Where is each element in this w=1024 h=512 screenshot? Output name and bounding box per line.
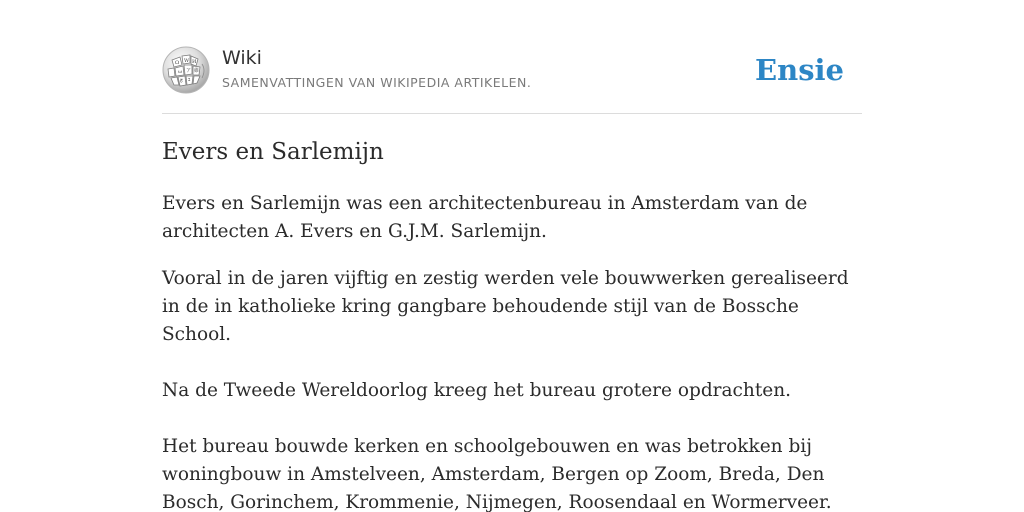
article-paragraph: Na de Tweede Wereldoorlog kreeg het bureau grotere opdrachten. bbox=[162, 380, 792, 401]
article-paragraph: Vooral in de jaren vijftig en zestig werden vele bouwwerken gerealiseerd in de in katholieke kring gangbare behoudende stijl van de Bossche School. bbox=[162, 268, 849, 345]
article-title: Evers en Sarlemijn bbox=[162, 139, 384, 165]
svg-text:ω: ω bbox=[178, 69, 183, 75]
svg-text:ह: ह bbox=[180, 78, 183, 84]
header-divider bbox=[162, 113, 862, 114]
svg-text:維: 維 bbox=[194, 68, 200, 74]
site-name[interactable]: Wiki bbox=[222, 47, 262, 69]
site-tagline: SAMENVATTINGEN VAN WIKIPEDIA ARTIKELEN. bbox=[222, 75, 532, 90]
article bbox=[162, 136, 868, 512]
svg-text:ב: ב bbox=[188, 77, 191, 83]
svg-text:ア: ア bbox=[186, 68, 192, 74]
svg-text:W: W bbox=[184, 58, 190, 64]
wikipedia-globe-icon[interactable] bbox=[162, 46, 210, 94]
svg-text:Ω: Ω bbox=[175, 60, 180, 66]
svg-text:И: И bbox=[192, 59, 197, 65]
article-paragraph: Het bureau bouwde kerken en schoolgebouwen en was betrokken bij woningbouw in Amstelveen, Amsterdam, Bergen op Zoom, Breda, Den Bosch, Gorinchem, Krommenie, Nijmegen, Roosendaal en Wormerveer. bbox=[162, 436, 832, 512]
ensie-brand-logo[interactable]: Ensie bbox=[755, 53, 844, 87]
site-header bbox=[162, 46, 862, 98]
article-paragraph: Evers en Sarlemijn was een architectenbureau in Amsterdam van de architecten A. Evers en G.J.M. Sarlemijn. bbox=[162, 193, 808, 242]
